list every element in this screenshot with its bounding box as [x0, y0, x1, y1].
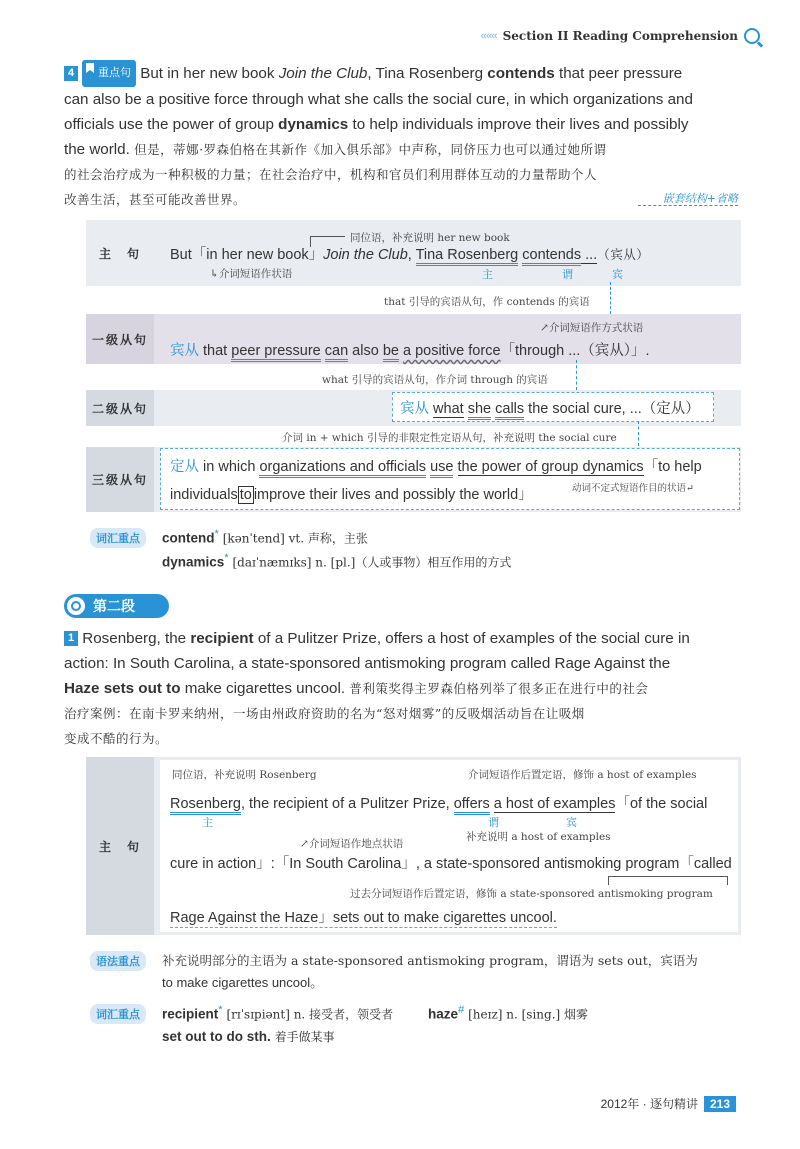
translation: 但是，蒂娜·罗森伯格在其新作《加入俱乐部》中声称，同侪压力也可以通过她所谓: [134, 142, 607, 157]
vocab-item: [162, 1028, 335, 1045]
text: , the recipient of a Pulitzer Prize,: [240, 796, 454, 812]
text: But「in her new book」: [170, 247, 324, 263]
section-heading: [64, 594, 169, 618]
keyword: sets out to: [99, 680, 181, 697]
clause-tag: 定从: [170, 459, 199, 475]
vocab-section-2: [90, 1004, 146, 1024]
verb: calls: [495, 401, 524, 420]
subject-mark: 主: [202, 816, 213, 829]
bracket: [608, 876, 728, 885]
text: [453, 459, 457, 475]
clause-tag: 宾从: [400, 401, 429, 417]
object-mark: 宾: [566, 816, 577, 829]
diagram2-row3: [170, 906, 557, 928]
grammar-tag: 语法重点: [90, 951, 146, 971]
text: 补充说明部分的主语为 a state-sponsored antismoking program，谓语为 sets out，宾语为: [162, 953, 698, 968]
past-participle-note: 过去分词短语作后置定语，修饰 a state-sponsored antismoking program: [350, 888, 713, 900]
footer-text: 2012年 · 逐句精讲: [600, 1097, 698, 1111]
word: contend: [162, 530, 215, 546]
page-number: 213: [704, 1096, 736, 1112]
verb: use: [430, 459, 453, 478]
diagram2-row1: [170, 792, 707, 813]
verb: can: [325, 343, 348, 362]
definition: 着手做某事: [270, 1030, 335, 1044]
row-label: 主 句: [86, 757, 154, 935]
subject: organizations and officials: [259, 459, 426, 478]
prep-note: ↳介词短语作状语: [210, 268, 293, 280]
clause-tag: 宾从: [170, 343, 199, 359]
place-note: ↗介词短语作地点状语: [300, 838, 404, 850]
text: improve their lives and possibly the world」: [253, 487, 533, 503]
that-clause-note: that 引导的宾语从句，作 contends 的宾语: [384, 296, 590, 308]
main-clause-text: [170, 243, 649, 264]
row-label: 二级从句: [86, 390, 154, 426]
subject: Tina Rosenberg: [416, 247, 519, 266]
translation: 治疗案例：在南卡罗来纳州，一场由州政府资助的名为“怒对烟雾”的反吸烟活动旨在让吸烟: [64, 706, 585, 721]
level2-text: [400, 397, 700, 418]
text: officials use the power of group: [64, 116, 279, 133]
text: the social cure, ...（定从）: [524, 401, 700, 417]
note: （宾从）: [597, 247, 650, 262]
text: can also be a positive force through what she calls the social cure, in which organizations and: [64, 91, 693, 108]
verb-mark: 谓: [562, 268, 573, 281]
row-label: 主 句: [98, 246, 141, 261]
to-box: to: [239, 487, 252, 503]
infinitive-note: 动词不定式短语作目的状语↵: [572, 483, 694, 494]
key-sentence-tag: 重点句: [82, 60, 136, 87]
appositive-note: 同位语，补充说明 Rosenberg: [172, 769, 317, 781]
translation: 的社会治疗成为一种积极的力量；在社会治疗中，机构和官员们利用群体互动的力量帮助个人: [64, 167, 598, 182]
row-label: 三级从句: [86, 447, 154, 512]
note: 介词短语作状语: [218, 268, 293, 280]
subject: Rosenberg: [170, 796, 241, 815]
text: , Tina Rosenberg: [367, 65, 488, 82]
what-clause-note: what 引导的宾语从句，作介词 through 的宾语: [322, 374, 548, 386]
subject-mark: 主: [482, 268, 493, 281]
grammar-text: [162, 950, 742, 994]
search-q-icon: [744, 28, 760, 44]
level1-text: [170, 339, 650, 360]
vocab-item: dynamics* [daɪˈnæmɪks] n. [pl.]（人或事物）相互作用的方式: [162, 552, 512, 570]
which-clause-note: 介词 in + which 引导的非限定性定语从句，补充说明 the social cure: [282, 432, 617, 444]
note: 动词不定式短语作目的状语: [572, 483, 687, 494]
keyword: contends: [487, 65, 555, 82]
subject: peer pressure: [231, 343, 320, 362]
text: ,: [407, 247, 416, 263]
prep-manner-note: ↗介词短语作方式状语: [540, 322, 644, 334]
appositive-note: 同位语，补充说明 her new book: [350, 232, 510, 244]
page-footer: [601, 1095, 736, 1112]
keyword: recipient: [190, 630, 254, 647]
text: cure in action」:「In South Carolina」, a state-sponsored antismoking program「called: [170, 856, 732, 872]
paragraph-4: [64, 60, 744, 212]
book-title: Join the Club: [278, 65, 368, 82]
paragraph-number: 1: [64, 631, 78, 646]
section-title: 第二段: [93, 598, 135, 614]
verb: be: [383, 343, 399, 362]
text: that: [199, 343, 232, 359]
keyword: dynamics: [278, 116, 349, 133]
text: to make cigarettes uncool。: [162, 975, 324, 990]
text: But in her new book: [140, 65, 279, 82]
vocab-tag: 词汇重点: [90, 528, 146, 548]
vocab-section-1: [90, 528, 146, 548]
header-title: Section II Reading Comprehension: [502, 29, 738, 43]
object: the power of group dynamics: [457, 459, 644, 475]
subject: she: [468, 401, 491, 420]
translation: 普利策奖得主罗森伯格列举了很多正在进行中的社会: [349, 681, 649, 696]
text: to help individuals improve their lives and possibly: [348, 116, 689, 133]
connector-line: [638, 421, 639, 446]
book-title: Join the Club: [323, 247, 408, 263]
predicative: a positive force: [402, 343, 501, 359]
vocab-tag: 词汇重点: [90, 1004, 146, 1024]
note: 介词短语作地点状语: [308, 838, 404, 850]
connector-line: [610, 282, 611, 314]
text: 「through ...（宾从）」.: [500, 343, 650, 359]
page-header: [481, 28, 760, 44]
vocab-item: haze# [heɪz] n. [sing.] 烟雾: [428, 1004, 589, 1022]
phrase: set out to do sth.: [162, 1029, 271, 1044]
word: haze: [428, 1006, 459, 1022]
word: dynamics: [162, 554, 225, 570]
text: of a Pulitzer Prize, offers a host of examples of the social cure in: [253, 630, 690, 647]
text: Rage Against the Haze」sets out to make cigarettes uncool.: [170, 910, 557, 926]
text: also: [348, 343, 383, 359]
verb: contends: [522, 247, 581, 266]
object-mark: 宾: [612, 268, 623, 281]
text: individuals: [170, 487, 238, 503]
translation: 改善生活，甚至可能改善世界。: [64, 192, 247, 207]
object: what: [433, 401, 464, 417]
word: recipient: [162, 1006, 219, 1022]
text: action: In South Carolina, a state-sponsored antismoking program called Rage Against the: [64, 655, 671, 672]
connector-line: [576, 360, 577, 390]
note: 介词短语作方式状语: [548, 322, 644, 334]
text: 「of the social: [615, 796, 708, 812]
definition: [heɪz] n. [sing.] 烟雾: [464, 1007, 589, 1022]
vocab-item: contend* [kənˈtend] vt. 声称，主张: [162, 528, 368, 546]
supplement-note: 补充说明 a host of examples: [466, 831, 611, 843]
paragraph-number: 4: [64, 66, 78, 81]
structure-note: 嵌套结构+省略: [662, 192, 738, 205]
paragraph-1: [64, 626, 744, 751]
verb: offers: [454, 796, 490, 815]
text: in which: [199, 459, 260, 475]
definition: [rɪˈsɪpiənt] n. 接受者，领受者: [222, 1007, 394, 1022]
q-icon: [67, 597, 85, 615]
text: make cigarettes uncool.: [180, 680, 350, 697]
keyword: Haze: [64, 680, 100, 697]
object: ...: [581, 247, 598, 263]
level3-text-line2: [170, 483, 533, 504]
object: a host of examples: [493, 796, 616, 812]
vocab-item: recipient* [rɪˈsɪpiənt] n. 接受者，领受者: [162, 1004, 394, 1022]
note-underline: [638, 205, 738, 206]
definition: [kənˈtend] vt. 声称，主张: [218, 531, 368, 546]
arrows-decoration: ‹‹‹‹‹‹: [480, 30, 497, 42]
definition: [daɪˈnæmɪks] n. [pl.]（人或事物）相互作用的方式: [228, 555, 512, 570]
text: that peer pressure: [554, 65, 683, 82]
verb-mark: 谓: [488, 816, 499, 829]
grammar-section: [90, 951, 146, 971]
diagram2-row2: [170, 852, 732, 873]
text: Rosenberg, the: [82, 630, 191, 647]
level3-text-line1: [170, 455, 702, 476]
translation: 变成不酷的行为。: [64, 731, 169, 746]
text: the world.: [64, 141, 135, 158]
prep-post-note: 介词短语作后置定语，修饰 a host of examples: [468, 769, 697, 781]
row-label: 一级从句: [86, 314, 154, 364]
text: 「to help: [643, 459, 702, 475]
